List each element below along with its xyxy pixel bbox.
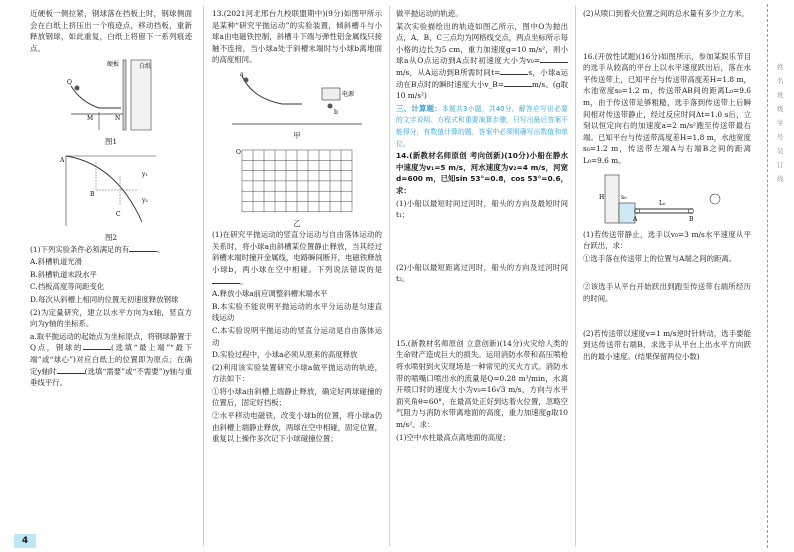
label-b: B — [689, 215, 694, 223]
q12-part1: (1)下列实验条件必须满足的有 。 — [30, 244, 165, 254]
figure-1-caption: 图1 — [104, 137, 118, 147]
label-y1: y₁ — [142, 170, 148, 178]
page-number: 4 — [14, 534, 36, 548]
label-paper: 白纸 — [139, 63, 152, 71]
q13-opt-c: C.本实验说明平抛运动的竖直分运动是自由落体运动 — [212, 325, 382, 347]
q12-part2: (2)为定量研究，建立以水平方向为x轴，竖直方向为y轴的坐标系。 — [30, 307, 192, 329]
q13-opt-b: B.本实验不能说明平抛运动的水平分运动是匀速直线运动 — [212, 301, 382, 323]
figure-q16-platform — [597, 169, 737, 227]
q16-part1: (1)若传送带静止，选手以v₀=3 m/s水平速度从平台跃出，求： — [583, 229, 751, 251]
column-1 — [30, 8, 192, 390]
section-3-header: 三、计算题：本题共3小题，共40分。解答应写出必要的文字说明、方程式和重要演算步骤，只写出最后答案不能得分，有数值计算的题，答案中必须明确写出数值和单位。 — [396, 103, 568, 148]
q13-step1: ①将小球a由斜槽上端静止释放，确定好两球碰撞的位置后，固定好挡板； — [212, 386, 382, 408]
q16-head: 16.(开放性试题)(16分)如图所示，参加某娱乐节目的选手从较高的平台上以水平速度跃出后，落在水平传送带上，已知平台与传送带高度差H=1.8 m，水池宽度s₀=1.2 m，传送带AB间的距离L₀=9.6 m，由于传送带足够粗糙，选手落到传送带上后瞬间相对传送带静止，经过反应时间Δt=1.0 s后，立刻以恒定向右的加速度a=2 m/s²跑至传送带最右端。已知平台与传送带高度差H=1.8 m，水池宽度s₀=1.2 m，传送带左端A与右端B之间的距离L₀=9.6 m。 — [583, 51, 751, 165]
section-3-note: 本题共3小题，共40分。解答应写出必要的文字说明、方程式和重要演算步骤，只写出最后答案不能得分，有数值计算的题，答案中必须明确写出数值和单位。 — [396, 104, 568, 148]
label-c: C — [116, 210, 121, 218]
q15-part2: (2)从喷口到着火位置之间的总水量有多少立方米。 — [583, 9, 749, 18]
figure-2-caption: 图2 — [104, 232, 118, 242]
binding-line — [767, 4, 768, 548]
q12-opt-d: D.每次从斜槽上相同的位置无初速度释放钢球 — [30, 294, 179, 304]
column-3 — [396, 8, 568, 444]
q15-part1: (1)空中水柱最高点离地面的高度； — [396, 432, 510, 442]
answer-blank[interactable] — [500, 67, 528, 75]
q13-step2: ②水平移动电磁铁，改变小球b的位置，将小球a仍由斜槽上端静止释放，两球在空中相碰，固定位置，重复以上操作多次记下小球碰撞位置； — [212, 411, 382, 444]
q13-part1: (1)在研究平抛运动的竖直分运动与自由落体运动的关系时，将小球a由斜槽某位置静止释放，当其经过斜槽末端时撞开金属线，电路瞬间断开，电磁铁释放小球b，两小球在空中相碰。下列说法错误的是。 — [212, 230, 382, 286]
answer-blank[interactable] — [212, 276, 240, 284]
q13-opt-d: D.实验过程中，小球a必须从原来的高度释放 — [212, 350, 358, 360]
label-ball-b: b — [334, 108, 338, 116]
figure-2-trajectory — [56, 150, 166, 230]
label-o: O — [236, 148, 241, 156]
label-y2: y₂ — [142, 196, 148, 204]
column-4 — [583, 8, 751, 363]
q12-part2a: a.取平抛运动的起始点为坐标原点，将钢球静置于Q点，钢球的 (选填“最上端”“最下端”或“球心”)对应白纸上的位置即为原点；在确定y轴时 (选填“需要”或“不需要”)y轴与重垂线平行。 — [30, 331, 192, 388]
label-l0: L₀ — [659, 199, 666, 207]
label-q: Q — [67, 79, 72, 87]
q13-opt-a: A.释放小球a前应调整斜槽末端水平 — [212, 289, 328, 299]
label-hardboard: 硬板 — [107, 61, 120, 69]
side-margin-text: 姓名 班级 学号 装订线 — [777, 63, 784, 183]
answer-blank[interactable] — [57, 366, 85, 374]
q13-head: 13.(2021河北邢台九校联盟期中)(9分)如图甲所示是某种“研究平抛运动”的实验装置，倾斜槽斗与小球a由电磁铁控制，斜槽斗下端与弹性铝金属线只接触不连接，当小球a处于斜槽末端时与小球b离地面的高度相同。 — [212, 9, 382, 65]
answer-blank[interactable] — [129, 244, 157, 252]
label-b: B — [90, 190, 95, 198]
figure-yi-grid — [232, 144, 362, 216]
answer-blank[interactable] — [540, 55, 568, 63]
figure-1-apparatus — [51, 56, 171, 134]
q14-part1: (1)小船以最短时间过河时，船头的方向及最短时间t₁； — [396, 198, 568, 220]
label-s0: s₀ — [621, 193, 627, 201]
label-n: N — [115, 115, 121, 123]
figure-yi-caption: 乙 — [293, 218, 301, 228]
figure-jia-apparatus — [222, 68, 372, 128]
q14-part2: (2)小船以最短距离过河时，船头的方向及过河时间t₂。 — [396, 262, 568, 284]
q13-cont: 做平抛运动的轨迹。 — [396, 9, 463, 18]
column-2 — [212, 8, 382, 446]
column-divider — [575, 6, 576, 546]
q12-opt-c: C.挡板高度等间距变化 — [30, 282, 105, 292]
q12-opt-b: B.斜槽轨道末段水平 — [30, 269, 97, 279]
label-power: 电源 — [342, 90, 355, 98]
answer-blank[interactable] — [83, 342, 111, 350]
column-divider — [203, 6, 204, 546]
q15-head: 15.(新教材名师原创 立意创新)(14分)火灾给人类的生命财产造成巨大的损失。运用消防水带和高压喷枪将水喷射到火灾现场是一种常见的灭火方式。消防水带的喷嘴口喷出水的流量是Q=0.28 m³/min，水离开喷口时的速度大小为v₀=16√3 m/s，方向与水平面夹角θ=60°，在最高处正好到达着火位置，忽略空气阻力与消防水带离地面的高度，重力加速度g取10 m/s²。求： — [396, 338, 568, 430]
q13-calc: 某次实验描绘出的轨迹如图乙所示，图中O为抛出点，A、B、C三点均为网格线交点，两点坐标所示每小格的边长为5 cm，重力加速度g=10 m/s²，则小球a从O点运动到A点时初速度大小为v₀=m/s，从A运动到B所需时间t= s，小球a运动在B点时的瞬时速度大小v_B= m/s。(g取10 m/s²) — [396, 21, 568, 101]
intro-text: 近硬板一侧拉紧，钢球落在挡板上时，钢球侧面会在白纸上挤压出一个痕迹点，移动挡板，重新释放钢球，如此重复，白纸上将留下一系列痕迹点。 — [30, 9, 192, 53]
label-h: H — [599, 193, 605, 201]
q16-part1b: ②该选手从平台开始跃出到跑至传送带右端所经历的时间。 — [583, 282, 751, 303]
label-a: A — [633, 215, 638, 223]
label-m: M — [87, 115, 94, 123]
q12-opt-a: A.斜槽轨道光滑 — [30, 257, 83, 267]
q16-part1a: ①选手落在传送带上的位置与A端之间的距离。 — [583, 253, 737, 263]
q13-part2: (2)利用该实验装置研究小球a做平抛运动的轨迹，方法如下： — [212, 362, 382, 384]
figure-jia-caption: 甲 — [293, 130, 301, 140]
q14-head: 14.(新教材名师原创 考向创新)(10分)小船在静水中速度为v₁=5 m/s，河水速度为v₂=4 m/s，河宽d=600 m，已知sin 53°=0.8，cos 53°=0.6，求： — [396, 151, 568, 195]
q16-part2: (2)若传送带以速度v=1 m/s逆时针转动，选手要能到达传送带右端B，求选手从平台上出水平方向跃出的最小速度。(结果保留两位小数) — [583, 328, 751, 361]
answer-blank[interactable] — [504, 79, 532, 87]
column-divider — [389, 6, 390, 546]
label-ball-a: a — [240, 70, 244, 78]
label-a: A — [60, 156, 65, 164]
